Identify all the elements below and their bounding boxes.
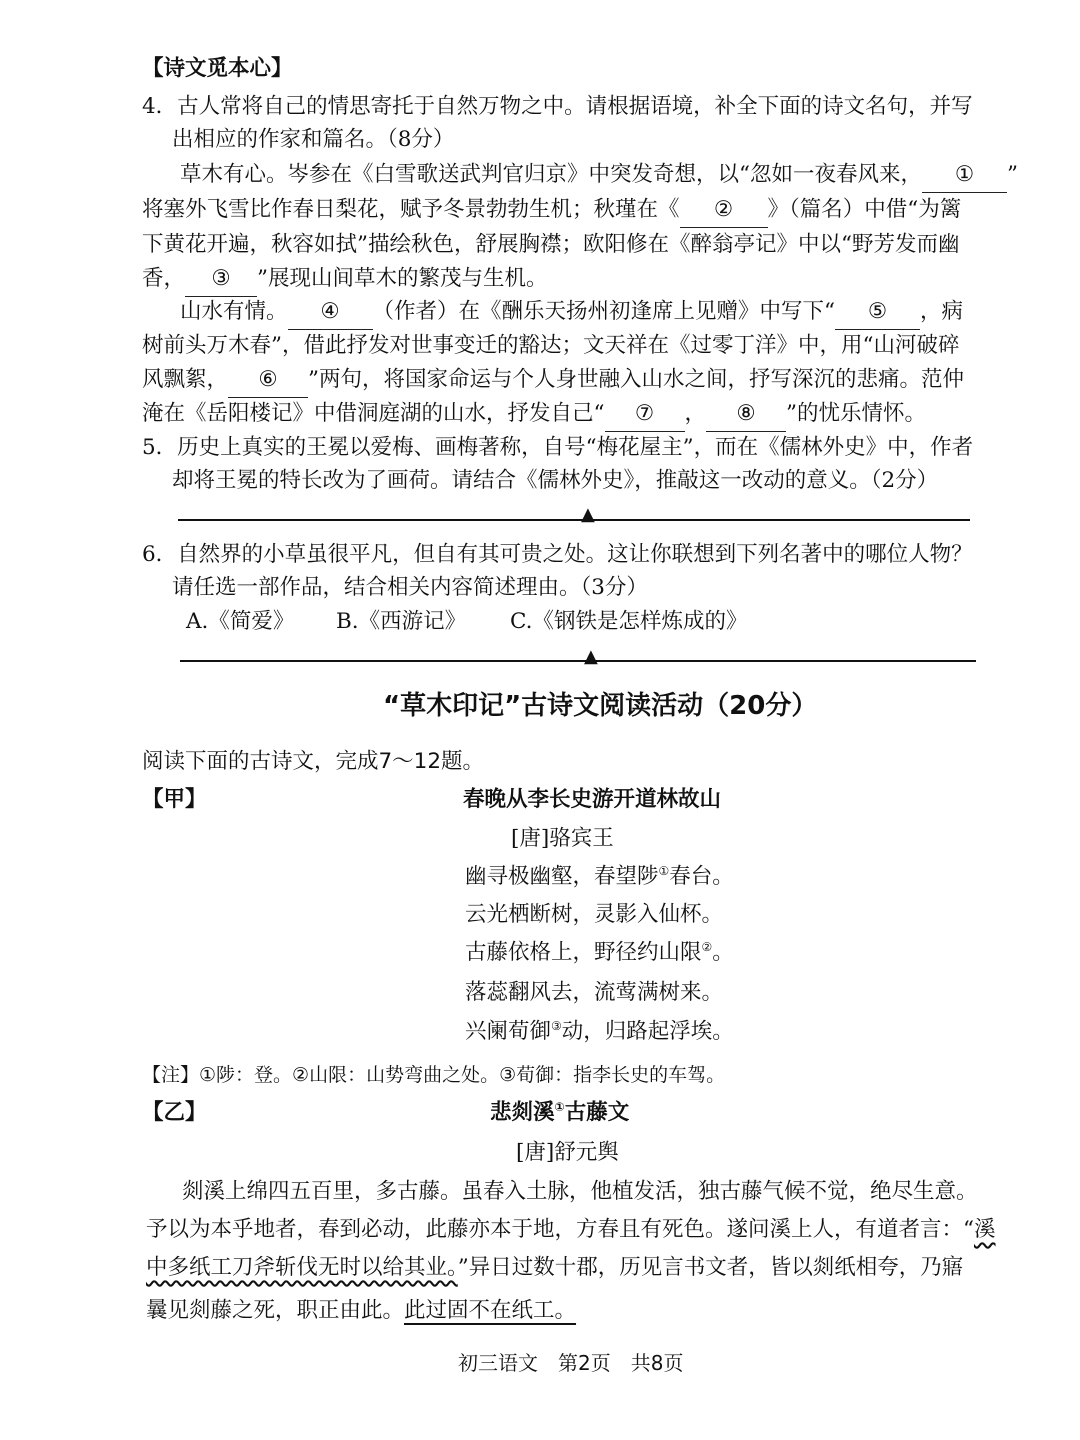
q4-para-line2 bbox=[142, 193, 961, 228]
jia-poem-line3 bbox=[465, 936, 734, 970]
q5-answer-line[interactable] bbox=[178, 519, 970, 521]
underlined-text: 此过固不在纸工。 bbox=[404, 1298, 577, 1323]
q4-text: （作者）在《酬乐天扬州初逢席上见赠》中写下“ bbox=[372, 299, 836, 324]
yi-author: [唐]舒元舆 bbox=[516, 1140, 619, 1165]
yi-label: 【乙】 bbox=[142, 1100, 207, 1125]
q4-text: ， bbox=[684, 401, 707, 426]
q4-para-line5 bbox=[180, 295, 963, 330]
page-footer: 初三语文 第2页 共8页 bbox=[458, 1351, 684, 1375]
fill-blank-6[interactable]: ⑥ bbox=[228, 363, 308, 398]
fill-blank-5[interactable]: ⑤ bbox=[835, 295, 920, 330]
prose-text: ”异日过数十郡，历见言书文者，皆以剡纸相夸，乃寤 bbox=[457, 1255, 964, 1280]
jia-label: 【甲】 bbox=[142, 787, 207, 812]
q4-text: 将塞外飞雪比作春日梨花，赋予冬景勃勃生机；秋瑾在《 bbox=[142, 197, 680, 222]
fill-blank-2[interactable]: ② bbox=[680, 193, 768, 228]
jia-title: 春晚从李长史游开道林故山 bbox=[463, 787, 722, 812]
q4-text: 草木有心。岑参在《白雪歌送武判官归京》中突发奇想，以“忽如一夜春风来， bbox=[180, 162, 922, 187]
yi-title bbox=[490, 1096, 629, 1130]
poem-text: 春台。 bbox=[669, 864, 734, 889]
q4-text: 淹在《岳阳楼记》中借洞庭湖的山水，抒发自己“ bbox=[142, 401, 605, 426]
yi-title-text: 悲剡溪 bbox=[490, 1100, 555, 1125]
reading-intro: 阅读下面的古诗文，完成7～12题。 bbox=[142, 749, 485, 774]
q4-text: ”两句，将国家命运与个人身世融入山水之间，抒写深沉的悲痛。范仲 bbox=[308, 367, 965, 392]
footnote-marker: ① bbox=[658, 863, 670, 878]
jia-poem-line4: 落蕊翻风去，流莺满树来。 bbox=[465, 980, 724, 1005]
fill-blank-3[interactable]: ③ bbox=[185, 262, 257, 297]
wavy-underlined-text: 溪 bbox=[974, 1217, 996, 1242]
jia-poem-line2: 云光栖断树，灵影入仙杯。 bbox=[465, 902, 724, 927]
q4-text: 山水有情。 bbox=[180, 299, 288, 324]
q4-text: ”的忧乐情怀。 bbox=[786, 401, 927, 426]
q4-text: 》（篇名）中借“为篱 bbox=[767, 197, 962, 222]
yi-prose-line4 bbox=[146, 1294, 576, 1328]
footnote-marker: ③ bbox=[551, 1018, 562, 1033]
poem-text: 幽寻极幽壑，春望陟 bbox=[465, 864, 659, 889]
jia-author: [唐]骆宾王 bbox=[511, 826, 614, 851]
yi-prose-line3 bbox=[146, 1251, 963, 1285]
q5-prompt-line1: 5．历史上真实的王冕以爱梅、画梅著称，自号“梅花屋主”，而在《儒林外史》中，作者 bbox=[142, 435, 974, 460]
q4-para-line3: 下黄花开遍，秋容如拭”描绘秋色，舒展胸襟；欧阳修在《醉翁亭记》中以“野芳发而幽 bbox=[142, 232, 960, 257]
q5-prompt-line2: 却将王冕的特长改为了画荷。请结合《儒林外史》，推敲这一改动的意义。（2分） bbox=[172, 468, 939, 493]
poem-text: 古藤依格上，野径约山限 bbox=[465, 940, 702, 965]
q6-answer-line[interactable] bbox=[180, 660, 976, 662]
poem-text: 动，归路起浮埃。 bbox=[561, 1019, 734, 1044]
footnote-marker: ① bbox=[554, 1099, 565, 1114]
fill-blank-7[interactable]: ⑦ bbox=[605, 397, 685, 432]
q4-text: ，病 bbox=[920, 299, 964, 324]
fill-blank-8[interactable]: ⑧ bbox=[706, 397, 786, 432]
q5-answer-marker: ▲ bbox=[581, 504, 595, 525]
poem-text: 。 bbox=[712, 940, 734, 965]
q4-para-line4 bbox=[142, 262, 548, 297]
yi-title-text: 古藤文 bbox=[564, 1100, 630, 1125]
q4-prompt-line2: 出相应的作家和篇名。（8分） bbox=[172, 127, 455, 152]
jia-poem-line5 bbox=[465, 1015, 734, 1049]
q4-para-line7 bbox=[142, 363, 964, 398]
jia-poem-line1 bbox=[465, 860, 734, 894]
section-header: 【诗文觅本心】 bbox=[142, 56, 293, 81]
jia-footnote: 【注】①陟：登。②山限：山势弯曲之处。③荀御：指李长史的车驾。 bbox=[142, 1064, 726, 1086]
q4-para-line8 bbox=[142, 397, 926, 432]
q6-answer-marker: ▲ bbox=[584, 646, 598, 667]
prose-text: 予以为本乎地者，春到必动，此藤亦本于地，方春且有死色。遂问溪上人，有道者言：“ bbox=[146, 1217, 974, 1242]
q6-prompt-line2: 请任选一部作品，结合相关内容简述理由。（3分） bbox=[172, 575, 648, 600]
q4-para-line1 bbox=[180, 158, 1018, 193]
q4-para-line6: 树前头万木春”，借此抒发对世事变迁的豁达；文天祥在《过零丁洋》中，用“山河破碎 bbox=[142, 333, 960, 358]
prose-text: 曩见剡藤之死，职正由此。 bbox=[146, 1298, 405, 1323]
wavy-underlined-text: 中多纸工刀斧斩伐无时以给其业。 bbox=[146, 1255, 458, 1280]
q6-prompt-line1: 6．自然界的小草虽很平凡，但自有其可贵之处。这让你联想到下列名著中的哪位人物？ bbox=[142, 542, 973, 567]
q4-text: 香， bbox=[142, 266, 186, 291]
footnote-marker: ② bbox=[701, 939, 713, 954]
q4-prompt-line1: 4．古人常将自己的情思寄托于自然万物之中。请根据语境，补全下面的诗文名句，并写 bbox=[142, 94, 973, 119]
activity-title: “草木印记”古诗文阅读活动（20分） bbox=[383, 691, 818, 721]
q4-text: 风飘絮， bbox=[142, 367, 229, 392]
q6-option-b: B.《西游记》 bbox=[336, 609, 467, 634]
fill-blank-1[interactable]: ① bbox=[922, 158, 1007, 193]
q4-text: ”展现山间草木的繁茂与生机。 bbox=[257, 266, 548, 291]
q6-option-c: C.《钢铁是怎样炼成的》 bbox=[510, 609, 748, 634]
q6-option-a: A.《简爱》 bbox=[186, 609, 295, 634]
q4-text: ” bbox=[1007, 162, 1018, 187]
yi-prose-line1: 剡溪上绵四五百里，多古藤。虽春入土脉，他植发活，独古藤气候不觉，绝尽生意。 bbox=[182, 1179, 978, 1204]
fill-blank-4[interactable]: ④ bbox=[288, 295, 373, 330]
yi-prose-line2 bbox=[146, 1213, 996, 1247]
poem-text: 兴阑荀御 bbox=[465, 1019, 552, 1044]
